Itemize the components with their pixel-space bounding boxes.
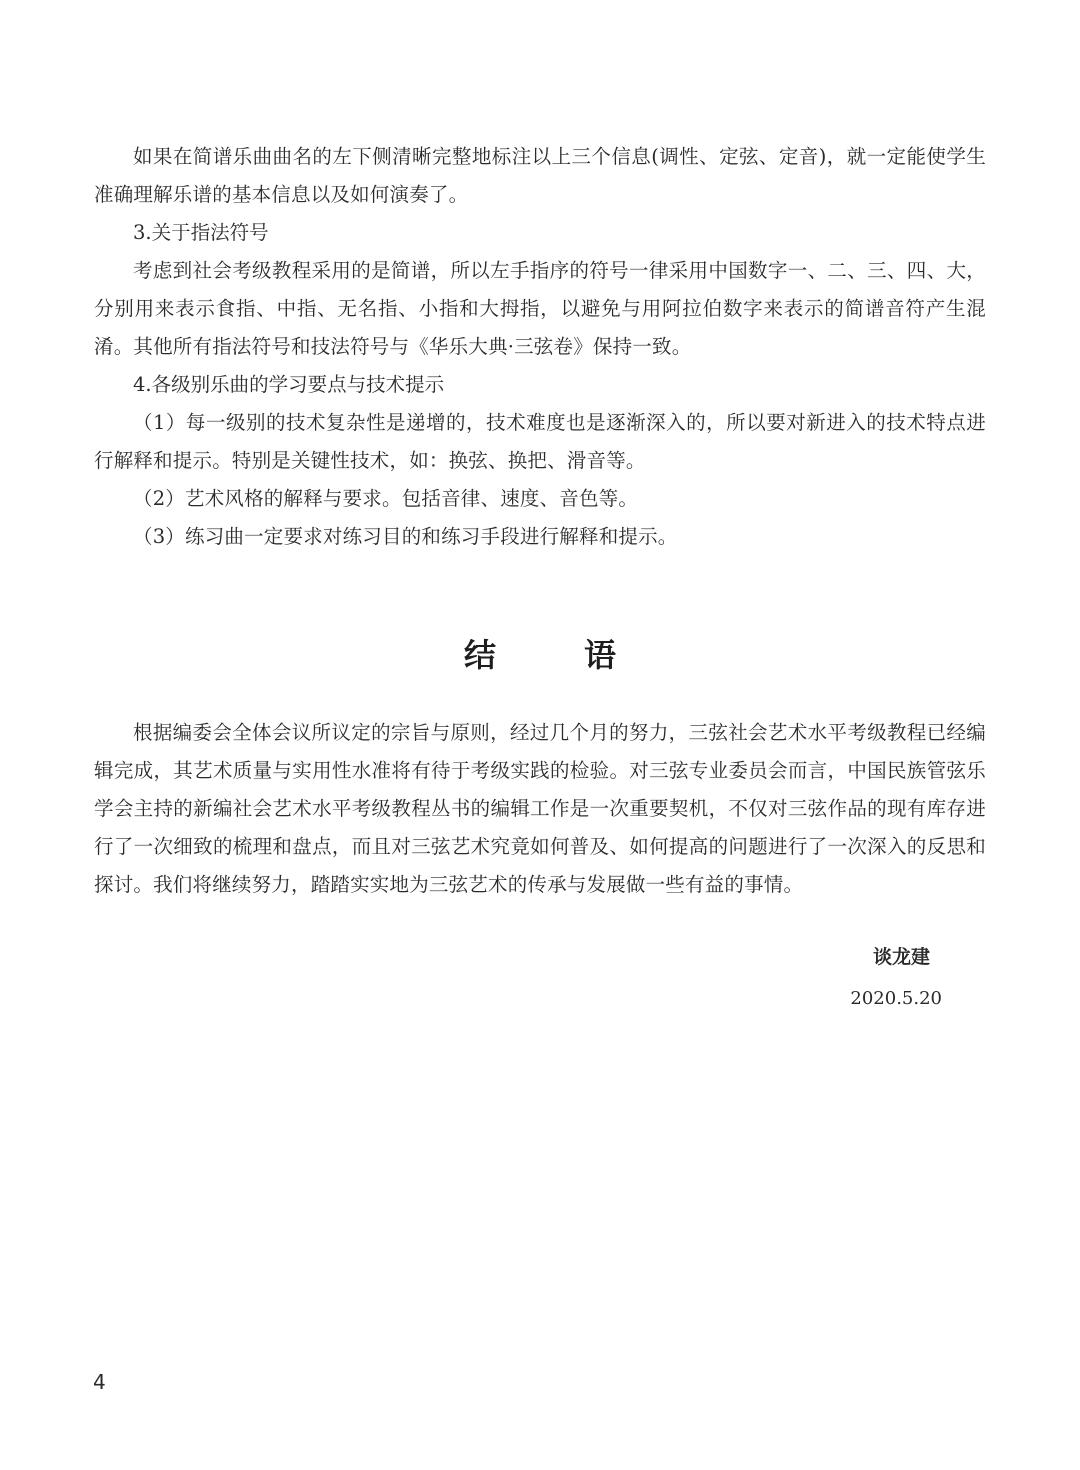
section-3-heading: 3.关于指法符号 (133, 221, 269, 244)
conclusion-title: 结语 (463, 636, 704, 674)
section-4-heading: 4.各级别乐曲的学习要点与技术提示 (133, 373, 445, 396)
intro-paragraph: 如果在简谱乐曲曲名的左下侧清晰完整地标注以上三个信息(调性、定弦、定音)，就一定能使学生准确理解乐谱的基本信息以及如何演奏了。 (94, 145, 986, 206)
signature-date: 2020.5.20 (850, 988, 942, 1009)
section-4-item-3: （3）练习曲一定要求对练习目的和练习手段进行解释和提示。 (133, 525, 678, 548)
section-3-paragraph: 考虑到社会考级教程采用的是简谱，所以左手指序的符号一律采用中国数字一、二、三、四、大，分别用来表示食指、中指、无名指、小指和大拇指，以避免与用阿拉伯数字来表示的简谱音符产生混淆。其他所有指法符号和技法符号与《华乐大典·三弦卷》保持一致。 (94, 259, 986, 358)
section-4-item-2: （2）艺术风格的解释与要求。包括音律、速度、音色等。 (133, 487, 639, 510)
page-number: 4 (93, 1370, 106, 1394)
conclusion-paragraph: 根据编委会全体会议所议定的宗旨与原则，经过几个月的努力，三弦社会艺术水平考级教程已经编辑完成，其艺术质量与实用性水准将有待于考级实践的检验。对三弦专业委员会而言，中国民族管弦乐学会主持的新编社会艺术水平考级教程丛书的编辑工作是一次重要契机，不仅对三弦作品的现有库存进行了一次细致的梳理和盘点，而且对三弦艺术究竟如何普及、如何提高的问题进行了一次深入的反思和探讨。我们将继续努力，踏踏实实地为三弦艺术的传承与发展做一些有益的事情。 (94, 721, 986, 896)
section-4-item-1: （1）每一级别的技术复杂性是递增的，技术难度也是逐渐深入的，所以要对新进入的技术特点进行解释和提示。特别是关键性技术，如：换弦、换把、滑音等。 (94, 411, 986, 472)
page-content (94, 138, 986, 1018)
author-signature: 谈龙建 (872, 946, 930, 968)
